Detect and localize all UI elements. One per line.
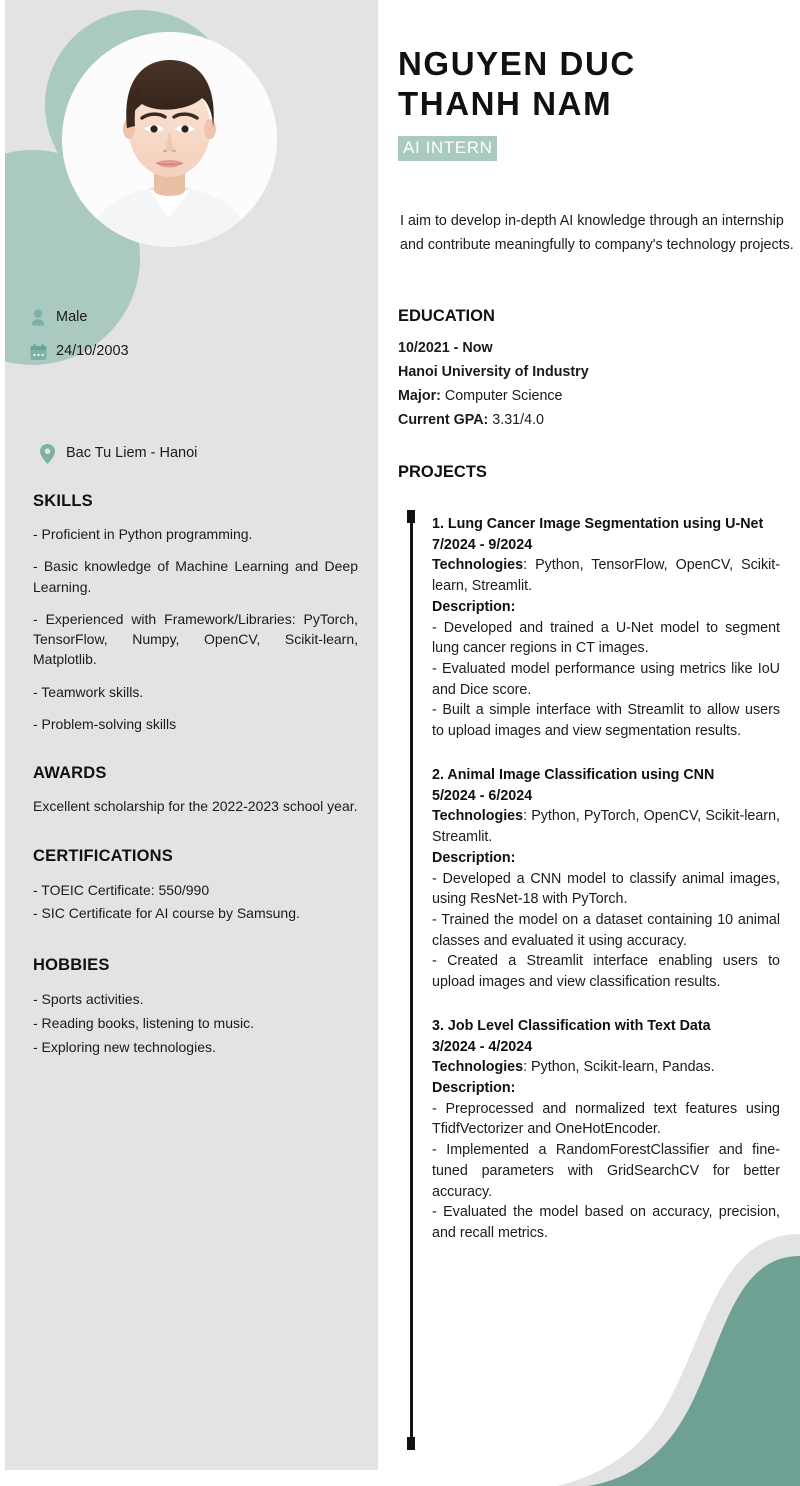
description-label: Description <box>432 598 511 615</box>
project-bullet: - Built a simple interface with Streamlit to allow users to upload images and view segmentation results. <box>432 702 780 740</box>
portrait-photo <box>62 32 277 247</box>
gender-value: Male <box>56 309 88 326</box>
project-description-label: Description: <box>432 849 516 866</box>
summary-text: I aim to develop in-depth AI knowledge through an internship and contribute meaningfully to company's technology projects. <box>400 213 794 253</box>
project-title: 3. Job Level Classification with Text Data <box>432 1017 711 1034</box>
project-technologies <box>432 806 780 847</box>
contact-row-gender <box>30 303 360 333</box>
education-heading: EDUCATION <box>398 307 495 325</box>
main-column <box>398 0 800 1486</box>
awards-heading: AWARDS <box>33 764 107 783</box>
project-bullet: - Evaluated model performance using metrics like IoU and Dice score. <box>432 661 780 698</box>
project-bullet: - Created a Streamlit interface enabling users to upload images and view classification results. <box>432 953 780 991</box>
skill-item: - Teamwork skills. <box>33 683 144 700</box>
project-technologies <box>432 555 780 596</box>
certifications-heading: CERTIFICATIONS <box>33 846 173 865</box>
project-description-label: Description: <box>432 598 516 615</box>
education-major-label: Major: <box>398 388 441 405</box>
project-item <box>432 765 780 993</box>
project-date: 5/2024 - 6/2024 <box>432 787 533 804</box>
education-block <box>398 336 788 432</box>
person-icon <box>30 309 56 327</box>
technologies-value: : Python, PyTorch, OpenCV, Scikit-learn, Streamlit. <box>432 808 780 846</box>
project-date: 7/2024 - 9/2024 <box>432 536 533 553</box>
projects-list <box>432 514 780 1244</box>
project-bullet: - Trained the model on a dataset containing 10 animal classes and evaluated it using accuracy. <box>432 911 780 949</box>
education-gpa-label: Current GPA: <box>398 412 489 429</box>
timeline-line <box>410 510 413 1450</box>
award-item: Excellent scholarship for the 2022-2023 school year. <box>33 798 358 815</box>
role-badge-wrap <box>398 136 497 161</box>
skill-item: - Proficient in Python programming. <box>33 526 253 542</box>
project-bullet: - Evaluated the model based on accuracy, precision, and recall metrics. <box>432 1204 780 1241</box>
calendar-icon <box>30 344 56 361</box>
name-line-2: THANH NAM <box>398 85 613 123</box>
certification-item: - SIC Certificate for AI course by Samsung. <box>33 905 300 922</box>
education-gpa-value: 3.31/4.0 <box>492 412 544 429</box>
technologies-label: Technologies <box>432 557 524 574</box>
hobbies-heading: HOBBIES <box>33 956 110 975</box>
hobby-item: - Exploring new technologies. <box>33 1038 216 1055</box>
certification-item: - TOEIC Certificate: 550/990 <box>33 881 210 898</box>
name-line-1: NGUYEN DUC <box>398 45 636 82</box>
page-title <box>398 44 798 125</box>
project-bullet: - Developed a CNN model to classify animal images, using ResNet-18 with PyTorch. <box>432 870 780 908</box>
projects-timeline <box>407 510 415 1450</box>
hobby-item: - Sports activities. <box>33 991 144 1008</box>
avatar <box>62 32 277 247</box>
technologies-value: : Python, Scikit-learn, Pandas. <box>523 1059 715 1076</box>
dob-value: 24/10/2003 <box>56 343 129 360</box>
sidebar-sections <box>33 492 358 1060</box>
projects-heading: PROJECTS <box>398 463 487 481</box>
contact-block <box>30 303 360 473</box>
project-bullet: - Developed and trained a U-Net model to segment lung cancer regions in CT images. <box>432 619 780 657</box>
project-bullet: - Preprocessed and normalized text features using TfidfVectorizer and OneHotEncoder. <box>432 1100 780 1138</box>
description-label: Description <box>432 849 511 866</box>
technologies-value: : Python, TensorFlow, OpenCV, Scikit-learn, Streamlit. <box>432 557 780 595</box>
sidebar <box>5 0 378 1470</box>
project-title: 2. Animal Image Classification using CNN <box>432 766 715 783</box>
skills-heading: SKILLS <box>33 492 93 510</box>
project-technologies <box>432 1057 780 1078</box>
location-value: Bac Tu Liem - Hanoi <box>66 445 198 462</box>
skill-item: - Problem-solving skills <box>33 716 177 733</box>
technologies-label: Technologies <box>432 1059 524 1076</box>
project-bullet: - Implemented a RandomForestClassifier and fine-tuned parameters with GridSearchCV for better accuracy. <box>432 1142 780 1200</box>
contact-row-dob <box>30 337 360 367</box>
project-item <box>432 514 780 742</box>
project-description-label: Description: <box>432 1079 516 1096</box>
skill-item: - Experienced with Framework/Libraries: PyTorch, TensorFlow, Numpy, OpenCV, Scikit-learn, Matplotlib. <box>33 610 358 668</box>
project-date: 3/2024 - 4/2024 <box>432 1038 533 1055</box>
description-label: Description <box>432 1079 511 1096</box>
timeline-start-marker <box>407 510 415 523</box>
contact-row-location <box>30 439 360 469</box>
education-period: 10/2021 - Now <box>398 340 493 356</box>
technologies-label: Technologies <box>432 808 524 825</box>
education-major-value: Computer Science <box>444 388 563 405</box>
skill-item: - Basic knowledge of Machine Learning and Deep Learning. <box>33 558 358 595</box>
education-school: Hanoi University of Industry <box>398 364 589 381</box>
status-badge: AI INTERN <box>398 136 497 161</box>
project-item <box>432 1016 780 1244</box>
project-title: 1. Lung Cancer Image Segmentation using U-Net <box>432 516 764 532</box>
timeline-end-marker <box>407 1437 415 1450</box>
hobby-item: - Reading books, listening to music. <box>33 1015 254 1032</box>
map-pin-icon <box>40 444 66 464</box>
